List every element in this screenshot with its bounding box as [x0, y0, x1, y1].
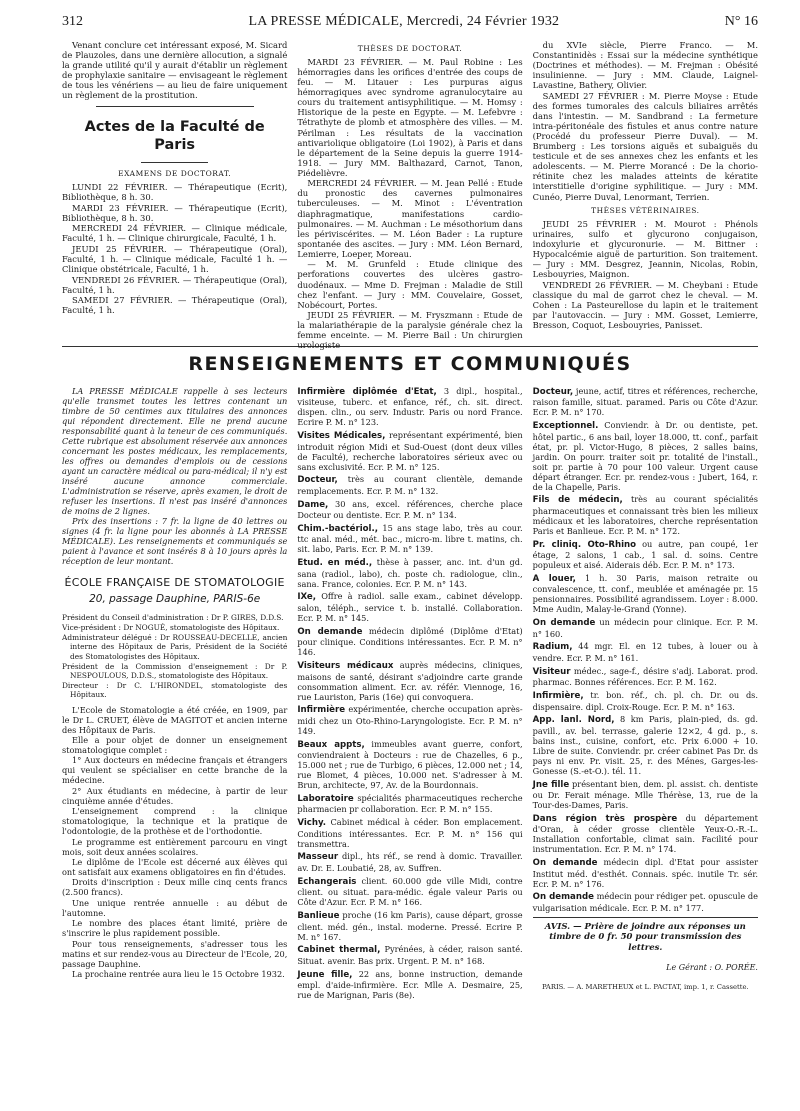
thesis-entry: MARDI 23 FÉVRIER. — M. Paul Robine : Les hémorragies dans les orifices d'entrée des coups de feu. — M. Litauer : Les purpuras aigus hémorragiques avec syndrome agranulocytaire au cours du traitement antisyphilitique. — M. Homsy : Historique de la peste en Egypte. — M. Lefebvre : Tétrathyte de plomb et atmosphère des villes. — M. Périlman : Les résultats de la vaccination antivariolique obligatoire (Loi 1902), à Paris et dans le département de la Seine depuis la guerre 1914-1918. — Jury MM. Balthazard, Carnot, Tanon, Piédelièvre.: [297, 57, 523, 178]
ad-heading: Banlieue: [297, 911, 340, 922]
classified-ad: [533, 386, 758, 417]
classified-ad: [297, 739, 522, 790]
classified-ad: [533, 494, 758, 535]
ad-text: 44 mgr. El. en 12 tubes, à louer ou à vendre. Ecr. P. M. n° 161.: [532, 641, 758, 663]
thesis-entry: SAMEDI 27 FÉVRIER : M. Pierre Moyse : Etude des formes tumorales des calculs biliaires arrêtés dans l'intestin. — M. Sandbrand : La fermeture intra-péritonéale des fistules et anus contre nature (Procédé du professeur Pierre Duval). — M. Brumberg : Les torsions aiguës et subaiguës du testicule et de ses annexes chez les enfants et les adolescents. — M. Pierre Morancé : De la chorio-rétinite chez les malades atteints de kératite interstitielle d'origine syphilitique. — Jury : MM. Cunéo, Pierre Duval, Lenormant, Terrien.: [532, 90, 758, 202]
vet-theses-list: [533, 219, 758, 330]
classified-ad: [533, 690, 758, 711]
staff-entry: Vice-président : Dr NOGUÉ, stomatologiste des Hôpitaux.: [62, 623, 280, 633]
ad-text: très au courant spécialités pharmaceutiques et connaissant très bien les milieux médicaux et les laboratoires, cherche représentation Paris et Banlieue. Ecr. P. M. n° 172.: [532, 494, 758, 536]
ad-text: médec., sage-f., désire s'adj. Laborat. prod. pharmac. Bonnes références. Ecr. P. M. 162.: [532, 665, 758, 688]
classified-ad: [533, 617, 758, 638]
ad-text: dipl., hts réf., se rend à domic. Travailler. av. Dr. E. Loubatié, 28, av. Suffren.: [297, 851, 523, 873]
ecole-title: ÉCOLE FRANÇAISE DE STOMATOLOGIE: [64, 576, 285, 590]
ad-text: présentant bien, dem. pl. assist. ch. dentiste ou Dr. Ferait ménage. Mlle Thérèse, 13, rue de la Tour-des-Dames, Paris.: [532, 778, 758, 811]
thesis-entry: MERCREDI 24 FÉVRIER. — M. Jean Pellé : Etude du pronostic des cavernes pulmonaires tuberculeuses. — M. Minot : L'éventration diaphragmatique, manifestations cardio-pulmonaires. — M. Auchman : Le mésothorium dans les périviscérites. — M. Léon Bader : La rupture spontanée des ascites. — Jury : MM. Léon Bernard, Lemierre, Loeper, Moreau.: [297, 178, 523, 259]
ad-heading: On demande: [532, 858, 598, 869]
ad-text: expérimentée, cherche occupation après-midi chez un Oto-Rhino-Laryngologiste. Ecr. P. M. n° 149.: [297, 704, 523, 736]
classified-ad: [533, 813, 758, 854]
thesis-entry: du XVIe siècle, Pierre Franco. — M. Constantinidès : Essai sur la médecine synthétique (Doctrines et méthodes). — M. Frejman : Obésité insulinienne. — Jury : MM. Claude, Laignel-Lavastine, Bathery, Olivier.: [532, 40, 758, 91]
ecole-paragraph: L'Ecole de Stomatologie a été créée, en 1909, par le Dr L. CRUET, élève de MAGITOT et ancien interne des Hôpitaux de Paris.: [62, 704, 288, 735]
top-col-3: [533, 40, 758, 340]
ad-text: 1 h. 30 Paris, maison retraite ou convalescence, tt. conf., meublée et aménagée pr. 15 pensionnaires. Possibilité agrandissem. Loyer : 8.000. Mme Audin, Malay-le-Grand (Yonne).: [532, 572, 758, 615]
ecole-paragraph: Droits d'inscription : Deux mille cinq cents francs (2.500 francs).: [62, 877, 288, 898]
ad-heading: IXe,: [297, 592, 317, 603]
exam-entry: SAMEDI 27 FÉVRIER. — Thérapeutique (Oral), Faculté, 1 h.: [62, 295, 288, 316]
ad-heading: Beaux appts,: [297, 739, 365, 750]
rubrique-intro: LA PRESSE MÉDICALE rappelle à ses lecteurs qu'elle transmet toutes les lettres contenant un timbre de 50 centimes aux titulaires des annonces qui répondent directement. Elle ne prend aucune responsabilité quant à la teneur de ces communiqués. Cette rubrique est absolument réservée aux annonces concernant les postes médicaux, les remplacements, les offres ou demandes d'emplois ou de cessions ayant un caractère médical ou para-médical; il n'y est inséré aucune annonce commerciale. L'administration se réserve, après examen, le droit de refuser les insertions. Il n'est pas inséré d'annonces de moins de 2 lignes.: [62, 385, 288, 516]
divider: [141, 162, 209, 163]
ad-heading: Fils de médecin,: [532, 495, 623, 506]
ad-text: médecin dipl. d'Etat pour assister Institut méd. d'esthét. Connais. spéc. inutile Tr. sér. Ecr. P. M. n° 176.: [532, 857, 758, 889]
divider: [96, 106, 254, 107]
ad-text: 3 dipl., hospital., visiteuse, tuberc. et enfance, réf., ch. sit. direct. dispen. clin., ou serv. Industr. Paris ou nord France. Ecrire P. M. n° 123.: [297, 385, 523, 428]
ecole-text: [62, 705, 287, 979]
ad-heading: On demande: [532, 618, 596, 629]
ecole-paragraph: 1° Aux docteurs en médecine français et étrangers qui veulent se spécialiser en cette branche de la médecine.: [62, 755, 288, 786]
bottom-col-1: [62, 386, 287, 1111]
ad-heading: Docteur,: [532, 386, 574, 397]
page-header: [62, 14, 758, 36]
gerant: Le Gérant : O. PORÉE.: [666, 963, 758, 973]
ecole-paragraph: Pour tous renseignements, s'adresser tous les matins et sur rendez-vous au Directeur de l'Ecole, 20, passage Dauphine.: [62, 938, 288, 969]
imprimeur: PARIS. — A. MARETHEUX et L. PACTAT, imp. 1, r. Cassette.: [541, 982, 749, 991]
classified-ad: [533, 779, 758, 810]
intro-paragraph: Venant conclure cet intéressant exposé, M. Sicard de Plauzoles, dans une dernière allocution, a signalé la grande utilité qu'il y aurait d'établir un règlement de prophylaxie sanitaire — envisageant le règlement de tous les vénériens — au lieu de faire uniquement un règlement de la prostitution.: [62, 40, 288, 101]
ecole-paragraph: Le diplôme de l'Ecole est décerné aux élèves qui ont satisfait aux examens obligatoires en fin d'études.: [62, 857, 288, 878]
ad-heading: Infirmière,: [532, 691, 584, 702]
ad-text: spécialités pharmaceutiques recherche pharmacien pr collaboration. Ecr. P. M. n° 155.: [297, 792, 523, 815]
ad-text: tr. bon. réf., ch. pl. ch. Dr. ou ds. dispensaire. dipl. Croix-Rouge. Ecr. P. M. n° 163.: [532, 690, 758, 712]
classified-ad: [297, 944, 522, 965]
ad-heading: Docteur,: [297, 475, 338, 486]
classified-ad: [297, 386, 522, 427]
ad-heading: Infirmière: [297, 705, 346, 716]
classified-ad: [297, 876, 522, 907]
thesis-entry: — M. M. Grunfeld : Etude clinique des perforations couvertes des ulcères gastro-duodénaux. — Mme D. Frejman : Maladie de Still chez l'enfant. — Jury : MM. Couvelaire, Gosset, Nobécourt, Portes.: [297, 259, 523, 310]
ecole-paragraph: Le nombre des places étant limité, prière de s'inscrire le plus rapidement possible.: [62, 918, 288, 939]
ad-text: Offre à radiol. salle exam., cabinet développ. salon, téléph., service t. b. installé. Collaboration. Ecr. P. M. n° 145.: [297, 591, 523, 623]
ad-text: Cabinet médical à céder. Bon emplacement. Conditions intéressantes. Ecr. P. M. n° 156 qui transmettra.: [297, 817, 523, 849]
theses-list-cont: [533, 40, 758, 202]
ad-text: médecin pour rédiger pet. opuscule de vulgarisation médicale. Ecr. P. M. n° 177.: [532, 891, 758, 913]
ad-text: auprès médecins, cliniques, maisons de santé, désirant s'adjoindre carte grande consommation aliment. Ecr. av. référ. Viennoge, 16, rue Lauriston, Paris (16e) qui convoquera.: [297, 660, 523, 702]
ad-heading: Visites Médicales,: [297, 431, 386, 442]
ad-text: très au courant clientèle, demande remplacements. Ecr. P. M. n° 132.: [297, 474, 523, 496]
classified-ad: [533, 641, 758, 662]
ad-heading: App. lanl. Nord,: [532, 715, 615, 726]
renseignements-title: RENSEIGNEMENTS ET COMMUNIQUÉS: [188, 353, 632, 375]
classified-ad: [297, 626, 522, 657]
theses-heading: THÈSES DE DOCTORAT.: [357, 44, 463, 53]
ad-heading: Infirmière diplômée d'Etat,: [297, 386, 437, 397]
classified-ad: [533, 420, 758, 491]
bottom-section: [62, 386, 758, 1111]
ad-text: 8 km Paris, plain-pied, ds. gd. pavill., av. bel. terrasse, galerie 12×2, 4 gd. p., s. bains inst., cuisine, confort, etc. Prix 6.000 + 10. Libre de suite. Conviendr. pr. créer cabinet Pas Dr. ds pays ni env. Pr. visit. 25, r. des Ménes, Garges-les-Gonesse (S.-et-O.). tél. 11.: [532, 714, 758, 776]
ad-text: Conviendr. à Dr. ou dentiste, pet. hôtel partic., 6 ans bail, loyer 18.000, tt. conf., parfait état, pr. pl. Victor-Hugo, 8 pièces, 2 salles bains, jardin. On pourr. traiter soit pr. totalité de l'install., soit pr. partie à 70 pour 100 valeur. Urgent cause départ étranger. Ecr. pr. rendez-vous : Jubert, 164, r. de la Chapelle, Paris.: [532, 420, 758, 492]
issue-number: N° 16: [724, 14, 758, 29]
ad-heading: Dans région très prospère: [532, 813, 678, 824]
classified-ad: [297, 430, 522, 471]
ad-heading: Jne fille: [532, 779, 570, 790]
staff-entry: Président de la Commission d'enseignement : Dr P. NESPOULOUS, D.D.S., stomatologiste des Hôpitaux.: [62, 661, 288, 680]
classified-ad: [297, 474, 522, 495]
ad-text: client. 60.000 gde ville Midi, contre client. ou situat. para-médic. égale valeur Paris ou Côte d'Azur. Ecr. P. M. n° 166.: [297, 875, 523, 908]
ad-heading: Etud. en méd.,: [297, 558, 373, 569]
ad-heading: Dame,: [297, 499, 329, 510]
ad-heading: Masseur: [297, 852, 339, 863]
classified-ad: [533, 573, 758, 614]
ad-text: 15 ans stage labo, très au cour. ttc anal. méd., mét. bac., micro-m. libre t. matins, ch. sit. labo, Paris. Ecr. P. M. n° 139.: [297, 522, 523, 555]
classified-ad: [533, 539, 758, 570]
ecole-staff: [62, 613, 287, 698]
page-number: 312: [62, 14, 83, 29]
ad-text: 22 ans, bonne instruction, demande empl. d'aide-infirmière. Ecr. Mlle A. Desmaire, 25, rue de Marignan, Paris (8e).: [297, 968, 523, 1001]
ad-heading: Cabinet thermal,: [297, 945, 381, 956]
ad-heading: Radium,: [532, 642, 573, 653]
classified-ad: [297, 499, 522, 520]
ad-heading: Jeune fille,: [297, 969, 353, 980]
classified-ad: [297, 660, 522, 701]
ad-text: proche (16 km Paris), cause départ, grosse client. méd. gén., instal. moderne. Pressé. Ecrire P. M. n° 167.: [297, 910, 523, 942]
exam-heading: EXAMENS DE DOCTORAT.: [118, 169, 232, 179]
ad-heading: On demande: [297, 626, 363, 637]
classified-ad: [297, 969, 522, 1000]
top-col-1: [62, 40, 287, 340]
ad-heading: Visiteurs médicaux: [297, 661, 394, 672]
ecole-paragraph: La prochaine rentrée aura lieu le 15 Octobre 1932.: [72, 968, 285, 979]
exam-entry: MERCREDI 24 FÉVRIER. — Clinique médicale, Faculté, 1 h. — Clinique chirurgicale, Faculté, 1 h.: [62, 223, 288, 244]
classified-ad: [297, 591, 522, 622]
classified-ad: [533, 857, 758, 888]
vet-thesis-entry: JEUDI 25 FÉVRIER : M. Mourot : Phénols urinaires, sulfo et glycurono conjugaison, indoxylurie et glycuronurie. — M. Bittner : Hypocalcémie aiguë de parturition. Son traitement. — Jury : MM. Desgrez, Jeannin, Nicolas, Robin, Lesbouyries, Maignon.: [532, 218, 758, 280]
ad-text: un médecin pour clinique. Ecr. P. M. n° 160.: [532, 617, 758, 639]
ad-text: représentant expérimenté, bien introduit région Midi et Sud-Ouest (dont deux villes de Faculté), recherche laboratoires sérieux avec ou sans exclusivité. Ecr. P. M. n° 125.: [297, 430, 523, 472]
classified-ad: [533, 714, 758, 775]
exam-entry: MARDI 23 FÉVRIER. — Thérapeutique (Ecrit), Bibliothèque, 8 h. 30.: [62, 202, 288, 223]
ad-text: thèse à passer, anc. int. d'un gd. sana (radiol., labo), ch. poste ch. radiologue, clin., sana. France, colonies. Ecr. P. M. n° 143.: [297, 557, 523, 589]
ecole-paragraph: Le programme est entièrement parcouru en vingt mois, soit deux années scolaires.: [62, 836, 288, 857]
ad-text: ou autre, pan coupé, 1er étage, 2 salons, 1 cab., 1 sal. d. soins. Centre populeux et aisé. Aiderais déb. Ecr. P. M. n° 173.: [532, 538, 758, 571]
prix-insertions: Prix des insertions : 7 fr. la ligne de 40 lettres ou signes (4 fr. la ligne pour les abonnés à LA PRESSE MÉDICALE). Les renseignements et communiqués se paient à l'avance et sont insérés 8 à 10 jours après la réception de leur montant.: [62, 516, 288, 567]
ad-text: du département d'Oran, à céder grosse clientèle Yeux-O.-R.-L. Installation confortable, climat sain. Facilité pour instrumentation. Ecr. P. M. n° 174.: [532, 812, 758, 855]
ad-heading: Exceptionnel.: [532, 421, 599, 432]
ad-text: immeubles avant guerre, confort, conviendraient à Docteurs : rue de Chazelles, 6 p., 15.000 net ; rue de Turbigo, 6 pièces, 12.000 net ; 14, rue Blomet, 4 pièces, 10.000 net. S'adresser à M. Brun, architecte, 97, Av. de la Bourdonnais.: [297, 738, 523, 791]
thesis-entry: JEUDI 25 FÉVRIER. — M. Fryszmann : Etude de la malariathérapie de la paralysie générale chez la femme enceinte. — M. Pierre Bail : Un chirurgien urologiste: [297, 310, 523, 351]
ad-heading: Pr. cliniq. Oto-Rhino: [532, 539, 637, 550]
classified-ad: [297, 704, 522, 735]
ad-text: médecin diplômé (Diplôme d'Etat) pour clinique. Conditions intéressantes. Ecr. P. M. n° 146.: [297, 625, 523, 658]
classified-ad: [533, 666, 758, 687]
journal-title: LA PRESSE MÉDICALE, Mercredi, 24 Février 1932: [248, 14, 560, 29]
staff-entry: Président du Conseil d'administration : Dr P. GIRES, D.D.S.: [62, 613, 284, 623]
staff-entry: Administrateur délégué : Dr ROUSSEAU-DECELLE, ancien interne des Hôpitaux de Paris, Président de la Société des Stomatologistes des Hôpitaux.: [62, 633, 288, 661]
top-section: [62, 40, 758, 351]
ecole-address: 20, passage Dauphine, PARIS-6e: [89, 592, 261, 605]
ad-text: 30 ans, excel. références, cherche place Docteur ou dentiste. Ecr. P. M. n° 134.: [297, 498, 523, 521]
ad-heading: On demande: [532, 892, 594, 903]
ad-heading: Laboratoire: [297, 793, 354, 804]
ad-heading: Echangerais: [297, 876, 357, 887]
classified-ad: [297, 910, 522, 941]
exam-entry: LUNDI 22 FÉVRIER. — Thérapeutique (Ecrit), Bibliothèque, 8 h. 30.: [62, 182, 288, 203]
exam-entry: JEUDI 25 FÉVRIER. — Thérapeutique (Oral), Faculté, 1 h. — Clinique médicale, Faculté 1 h. — Clinique obstétricale, Faculté, 1 h.: [62, 243, 288, 275]
ecole-paragraph: L'enseignement comprend : la clinique stomatologique, la technique et la pratique de l'odontologie, de la prothèse et de l'orthodontie.: [62, 806, 288, 837]
classified-ad: [297, 851, 522, 872]
ad-text: jeune, actif, titres et références, recherche, raison famille, situat. paramed. Paris ou Côte d'Azur. Ecr. P. M. n° 170.: [532, 385, 758, 418]
vet-heading: THÈSES VÉTÉRINAIRES.: [591, 205, 700, 215]
exam-list: [62, 182, 287, 315]
top-col-2: [297, 40, 523, 351]
ads-list: [533, 386, 758, 913]
ad-heading: Visiteur: [532, 666, 571, 677]
faculty-title: Actes de la Faculté de Paris: [84, 119, 265, 153]
bottom-col-3: [533, 386, 758, 1111]
ad-heading: Vichy.: [297, 818, 327, 829]
bottom-col-2: [297, 386, 522, 1111]
classified-ad: [297, 793, 522, 814]
exam-entry: VENDREDI 26 FÉVRIER. — Thérapeutique (Oral), Faculté, 1 h.: [62, 274, 288, 295]
ecole-paragraph: 2° Aux étudiants en médecine, à partir de leur cinquième année d'études.: [62, 785, 288, 806]
theses-list: [297, 57, 522, 350]
ecole-paragraph: Elle a pour objet de donner un enseignement stomatologique complet :: [62, 735, 288, 756]
classified-ad: [297, 557, 522, 588]
classified-ad: [297, 523, 522, 554]
ad-text: Pyrénées, à céder, raison santé. Situat. avenir. Bas prix. Urgent. P. M. n° 168.: [297, 944, 523, 966]
ad-heading: A louer,: [532, 573, 576, 584]
vet-thesis-entry: VENDREDI 26 FÉVRIER. — M. Cheybani : Etude classique du mal de garrot chez le cheval. — M. Cohen : La Pasteurellose du lapin et le traitement par l'autovaccin. — Jury : MM. Gosset, Lemierre, Bresson, Coquot, Lesbouyries, Panisset.: [532, 279, 758, 330]
ad-heading: Chim.-bactériol.,: [297, 523, 379, 534]
classified-ad: [533, 891, 758, 912]
avis-notice: AVIS. — Prière de joindre aux réponses un timbre de 0 fr. 50 pour transmission des lettres.: [533, 917, 758, 953]
ecole-paragraph: Une unique rentrée annuelle : au début de l'automne.: [62, 897, 288, 918]
classified-ad: [297, 817, 522, 848]
staff-entry: Directeur : Dr C. L'HIRONDEL, stomatologiste des Hôpitaux.: [62, 680, 288, 699]
